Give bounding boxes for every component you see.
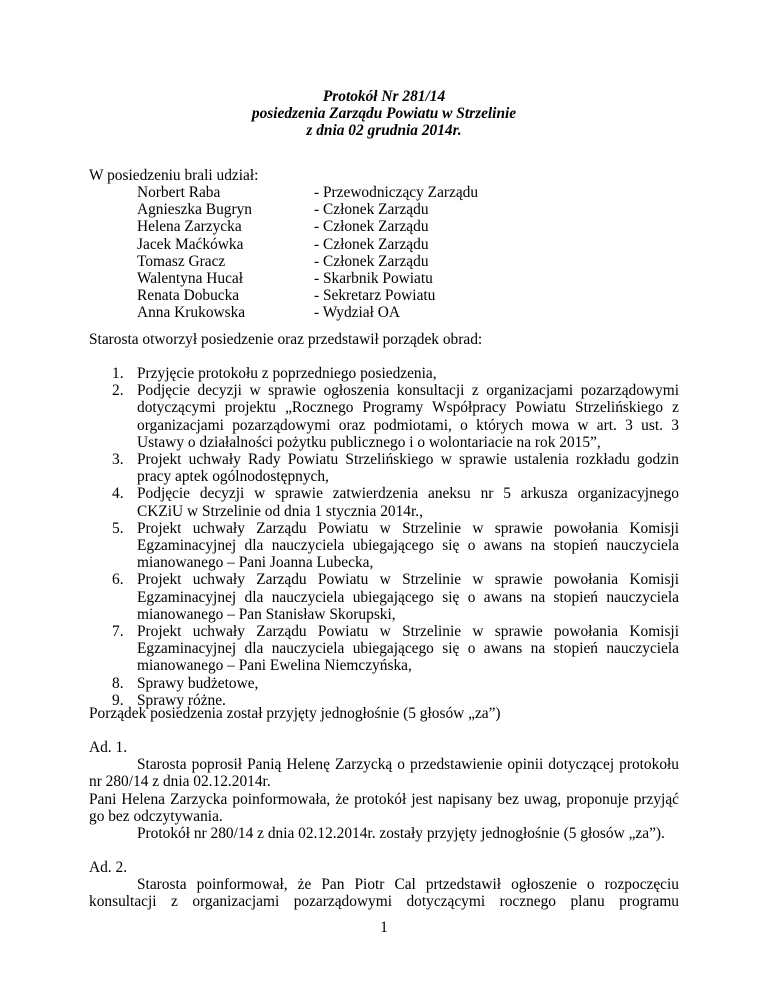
agenda-item-number: 5. [112,519,124,537]
agenda-item-line: Projekt uchwały Zarządu Powiatu w Strzelinie w sprawie powołania Komisji [137,571,679,589]
attendee-name: Helena Zarzycka [137,218,242,236]
title-line-3: z dnia 02 grudnia 2014r. [306,122,462,140]
attendee-role: - Wydział OA [314,304,400,322]
ad1-line: nr 280/14 z dnia 02.12.2014r. [89,773,271,791]
agenda-item [89,485,679,519]
attendee-name: Tomasz Gracz [137,252,226,270]
agenda-item-number: 6. [112,571,124,589]
agenda-item-number: 8. [112,674,124,692]
attendee-name: Walentyna Hucał [137,270,244,287]
agenda-item-line: mianowanego – Pani Joanna Lubecka, [137,554,374,572]
ad1-line: go bez odczytywania. [89,807,223,825]
attendee-role: - Członek Zarządu [314,235,429,253]
attendee-name: Jacek Maćkówka [137,235,244,253]
ad1-line: Starosta poprosił Panią Helenę Zarzycką o przedstawienie opinii dotyczącej protokołu [137,756,679,774]
document-title [0,88,768,140]
agenda-item [89,623,679,675]
agenda-item-line: Ustawy o działalności pożytku publicznego i o wolontariacie na rok 2015”, [137,433,601,451]
agenda-item-number: 2. [112,382,124,400]
agenda-item [89,365,679,382]
agenda-item-number: 3. [112,451,124,469]
attendee-name: Norbert Raba [137,184,221,201]
agenda-item-number: 7. [112,623,124,641]
ad1-line: Pani Helena Zarzycka poinformowała, że protokół jest napisany bez uwag, proponuje przyjąć [89,790,679,808]
agenda-item [89,520,679,572]
ad1-line: Protokół nr 280/14 z dnia 02.12.2014r. zostały przyjęty jednogłośnie (5 głosów „za”). [137,825,665,843]
ad1-heading: Ad. 1. [89,739,128,756]
agenda-item-line: Projekt uchwały Zarządu Powiatu w Strzelinie w sprawie powołania Komisji [137,519,679,537]
agenda-item-line: Egzaminacyjnej dla nauczyciela ubiegającego się o awans na stopień nauczyciela [137,640,679,658]
ad2-section [89,859,679,911]
agenda-item-line: dotyczącymi projektu „Rocznego Programy Współpracy Powiatu Strzelińskiego z [137,399,679,417]
agenda-item-line: Sprawy różne. [137,691,226,709]
agenda-item-line: mianowanego – Pan Stanisław Skorupski, [137,605,396,623]
agenda-item-line: Projekt uchwały Rady Powiatu Strzelińskiego w sprawie ustalenia rozkładu godzin [137,451,679,469]
ad2-line: konsultacji z organizacjami pozarządowymi dotyczącymi rocznego planu programu [89,893,679,911]
attendee-role: - Członek Zarządu [314,218,429,236]
agenda-item-number: 9. [112,691,124,709]
attendee-role: - Przewodniczący Zarządu [314,184,479,201]
agenda-item [89,571,679,623]
agenda-item-line: Projekt uchwały Zarządu Powiatu w Strzelinie w sprawie powołania Komisji [137,623,679,641]
attendee-role: - Skarbnik Powiatu [314,270,433,287]
agenda-item-line: mianowanego – Pani Ewelina Niemczyńska, [137,657,412,675]
agenda-item-line: Egzaminacyjnej dla nauczyciela ubiegającego się o awans na stopień nauczyciela [137,588,679,606]
attendance-intro: W posiedzeniu brali udział: [89,167,259,184]
agenda-list [89,365,679,709]
attendee-name: Renata Dobucka [137,287,240,305]
title-line-1: Protokół Nr 281/14 [322,88,446,105]
ad1-section [89,739,679,842]
attendee-role: - Sekretarz Powiatu [314,287,436,305]
attendee-role: - Członek Zarządu [314,252,429,270]
agenda-item [89,451,679,485]
attendee-name: Agnieszka Bugryn [137,201,252,219]
agenda-item-line: Podjęcie decyzji w sprawie zatwierdzenia aneksu nr 5 arkusza organizacyjnego [137,485,679,503]
agenda-item [89,675,679,692]
attendee-name: Anna Krukowska [137,304,246,322]
agenda-item-line: CKZiU w Strzelinie od dnia 1 stycznia 2014r., [137,502,423,520]
agenda-adopted-note: Porządek posiedzenia został przyjęty jednogłośnie (5 głosów „za”) [89,705,501,722]
agenda-item [89,382,679,451]
title-line-2: posiedzenia Zarządu Powiatu w Strzelinie [251,105,517,123]
agenda-item-line: Egzaminacyjnej dla nauczyciela ubiegającego się o awans na stopień nauczyciela [137,537,679,555]
attendee-role: - Członek Zarządu [314,201,429,219]
ad2-line: Starosta poinformował, że Pan Piotr Cal prtzedstawił ogłoszenie o rozpoczęciu [137,876,679,894]
agenda-item-number: 1. [112,365,124,382]
ad2-heading: Ad. 2. [89,859,128,876]
agenda-intro: Starosta otworzył posiedzenie oraz przedstawił porządek obrad: [89,331,483,348]
agenda-item-number: 4. [112,485,124,503]
agenda-item-line: pracy aptek ogólnodostępnych, [137,468,329,486]
agenda-item-line: organizacjami pozarządowymi oraz podmiotami, o których mowa w art. 3 ust. 3 [137,416,679,434]
page-number: 1 [380,919,388,936]
agenda-item-line: Podjęcie decyzji w sprawie ogłoszenia konsultacji z organizacjami pozarządowymi [137,382,679,400]
agenda-item-line: Przyjęcie protokołu z poprzedniego posiedzenia, [137,365,437,382]
agenda-item-line: Sprawy budżetowe, [137,674,259,692]
